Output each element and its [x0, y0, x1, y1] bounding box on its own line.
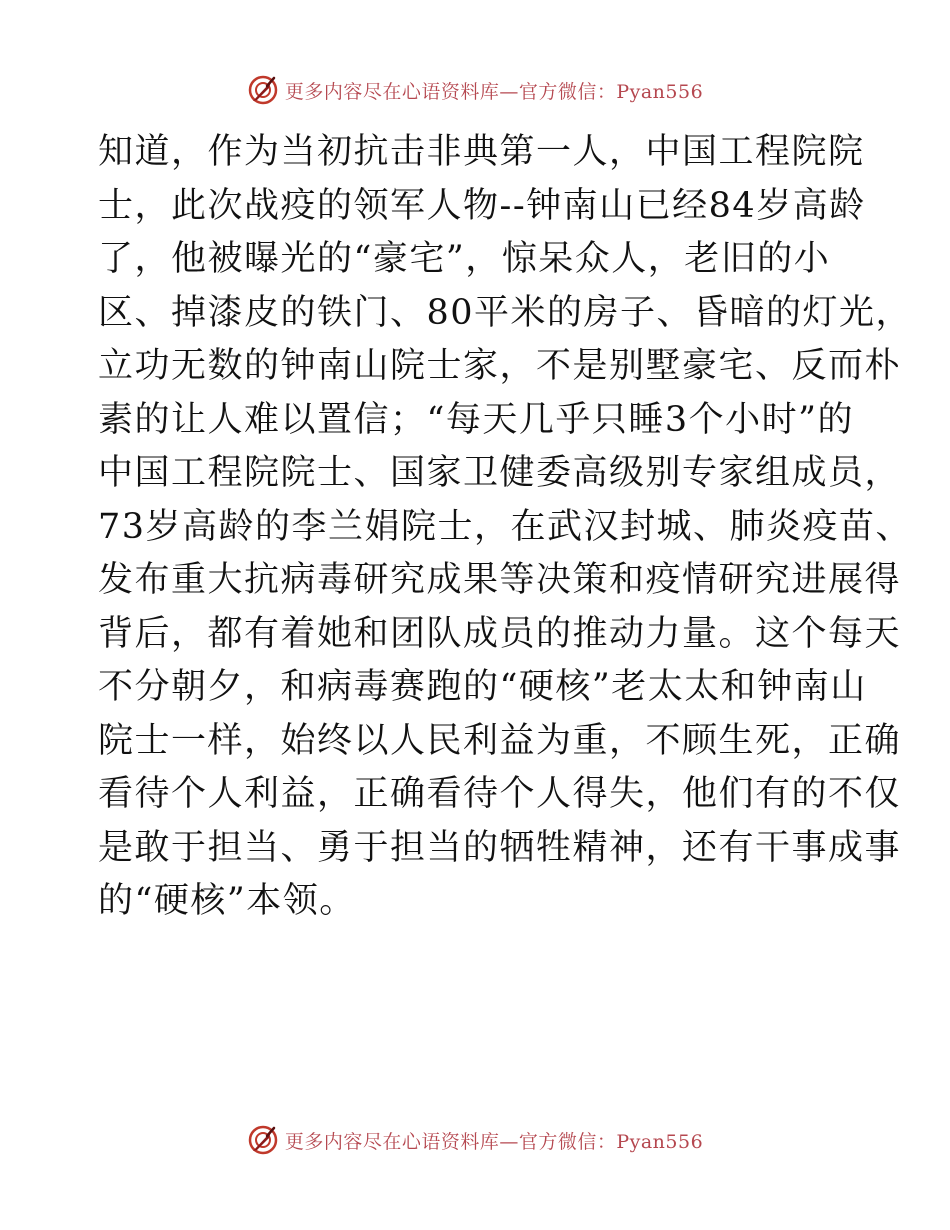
text-line: 院士一样，始终以人民利益为重，不顾生死，正确: [98, 720, 902, 761]
text-line: 的“硬核”本领。: [98, 881, 356, 921]
text-line: 不分朝夕，和病毒赛跑的“硬核”老太太和钟南山: [98, 667, 867, 707]
text-line: 了，他被曝光的“豪宅”，惊呆众人，老旧的小: [98, 239, 831, 279]
banner-text: 更多内容尽在心语资料库—官方微信：Pyan556: [284, 80, 704, 103]
text-line: 区、掉漆皮的铁门、80平米的房子、昏暗的灯光，: [98, 292, 913, 333]
text-line: 背后，都有着她和团队成员的推动力量。这个每天: [98, 613, 902, 654]
brush-logo-icon: [247, 74, 279, 106]
text-line: 士，此次战疫的领军人物--钟南山已经84岁高龄: [98, 185, 866, 226]
footer-banner: [0, 1120, 950, 1160]
text-line: 立功无数的钟南山院士家，不是别墅豪宅、反而朴: [98, 346, 902, 386]
header-banner: [0, 70, 950, 110]
text-line: 看待个人利益，正确看待个人得失，他们有的不仅: [98, 774, 902, 814]
text-line: 中国工程院院士、国家卫健委高级别专家组成员，: [98, 453, 902, 493]
text-line: 是敢于担当、勇于担当的牺牲精神，还有干事成事: [98, 827, 902, 868]
brush-logo-icon: [247, 1124, 279, 1156]
text-line: 发布重大抗病毒研究成果等决策和疫情研究进展得: [98, 560, 902, 600]
text-line: 73岁高龄的李兰娟院士，在武汉封城、肺炎疫苗、: [98, 506, 913, 547]
text-line: 素的让人难以置信；“每天几乎只睡3个小时”的: [98, 399, 855, 440]
document-body: [98, 126, 913, 929]
text-line: 知道，作为当初抗击非典第一人，中国工程院院: [98, 132, 865, 172]
banner-text: 更多内容尽在心语资料库—官方微信：Pyan556: [284, 1130, 704, 1153]
